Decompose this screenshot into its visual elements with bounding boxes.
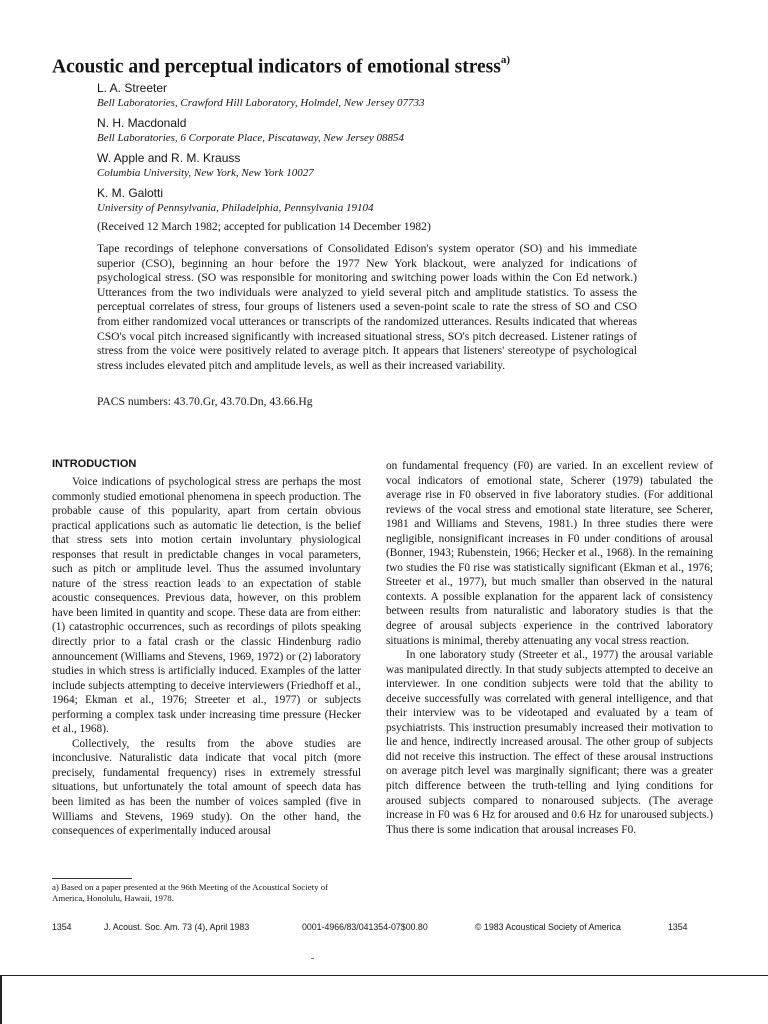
author-entry: [97, 186, 717, 215]
author-entry: [97, 81, 717, 110]
journal-citation: J. Acoust. Soc. Am. 73 (4), April 1983: [104, 922, 250, 932]
body-paragraph: In one laboratory study (Streeter et al., 1977) the arousal variable was manipulated directly. In that study subjects attempted to deceive an interviewer. In one condition subjects were told that the ability to deceive successfully was correlated with general intelligence, and that their interview was to be videotaped and evaluated by a team of psychiatrists. This instruction presumably increased their motivation to lie and hence, indirectly increased arousal. The other group of subjects did not receive this instruction. The effect of these arousal instructions on average pitch level was marginally significant; there was a greater pitch difference between the truth-telling and lying conditions for aroused subjects compared to nonaroused subjects. (The average increase in F0 was 6 Hz for aroused and 0.6 Hz for unaroused subjects.) Thus there is some indication that arousal increases F0.: [386, 649, 713, 836]
left-column: [52, 475, 361, 839]
author-name: L. A. Streeter: [97, 81, 168, 95]
footnote: a) Based on a paper presented at the 96th Meeting of the Acoustical Society of America, Honolulu, Hawaii, 1978.: [52, 882, 329, 903]
page-footer: [0, 922, 768, 936]
title-text: Acoustic and perceptual indicators of emotional stress: [52, 56, 501, 78]
author-name: N. H. Macdonald: [97, 116, 187, 130]
article-code: 0001-4966/83/041354-07$00.80: [302, 922, 428, 932]
scan-border-line: [0, 975, 768, 976]
body-paragraph: Collectively, the results from the above studies are inconclusive. Naturalistic data indicate that vocal pitch (more precisely, fundamental frequency) rises in extremely stressful situations, but unfortunately the total amount of speech data has been limited as has been the number of voices sampled (five in Williams and Stevens, 1969 study). On the other hand, the consequences of experimentally induced arousal: [52, 737, 361, 838]
pacs-numbers: PACS numbers: 43.70.Gr, 43.70.Dn, 43.66.Hg: [97, 395, 313, 408]
right-column: [386, 459, 713, 837]
copyright-notice: © 1983 Acoustical Society of America: [475, 922, 621, 932]
footnote-rule: [52, 878, 132, 879]
body-paragraph: on fundamental frequency (F0) are varied. In an excellent review of vocal indicators of emotional state, Scherer (1979) tabulated the average rise in F0 observed in five laboratory studies. (For additional reviews of the vocal stress and emotional state literature, see Scherer, 1981 and Williams and Stevens, 1981.) In three studies there were negligible, nonsignificant increases in F0 under conditions of arousal (Bonner, 1943; Rubenstein, 1966; Hecker et al., 1968). In the remaining two studies the F0 rise was statistically significant (Ekman et al., 1976; Streeter et al., 1977), but much smaller than observed in the natural contexts. A possible explanation for the apparent lack of consistency between results from naturalistic and laboratory studies is that the degree of arousal subjects experience in the contrived laboratory situations is minimal, thereby attenuating any vocal stress reaction.: [386, 460, 713, 647]
article-title: [52, 50, 732, 80]
abstract: Tape recordings of telephone conversations of Consolidated Edison's system operator (SO) and his immediate superior (CSO), beginning an hour before the 1977 New York blackout, were analyzed for indications of psychological stress. (SO was responsible for monitoring and switching power loads within the Con Ed network.) Utterances from the two individuals were analyzed to yield several pitch and amplitude statistics. To assess the perceptual correlates of stress, four groups of listeners used a seven-point scale to rate the stress of SO and CSO from either randomized vocal utterances or transcripts of the randomized utterances. Results indicated that whereas CSO's vocal pitch increased significantly with increased situational stress, SO's pitch decreased. Listener ratings of stress from the voice were positively related to average pitch. It appears that listeners' stereotype of psychological stress includes elevated pitch and amplitude levels, as well as their increased variability.: [97, 242, 637, 372]
received-dates: (Received 12 March 1982; accepted for publication 14 December 1982): [97, 220, 431, 233]
page-number-left: 1354: [52, 922, 72, 932]
author-name: K. M. Galotti: [97, 186, 164, 200]
author-affiliation: Bell Laboratories, Crawford Hill Laboratory, Holmdel, New Jersey 07733: [97, 97, 425, 109]
author-affiliation: Columbia University, New York, New York 10027: [97, 167, 314, 179]
page-number-right: 1354: [668, 922, 688, 932]
author-entry: [97, 151, 717, 180]
title-footnote-marker: a): [500, 54, 511, 66]
body-paragraph: Voice indications of psychological stress are perhaps the most commonly studied emotional phenomena in speech production. The probable cause of this popularity, apart from certain obvious practical applications such as automatic lie detection, is the belief that stress sets into motion certain involuntary physiological responses that result in predictable changes in vocal parameters, such as pitch or amplitude level. Thus the assumed involuntary nature of the stress reaction leads to an expectation of stable acoustic consequences. Previous data, however, on this problem have been limited in quantity and scope. These data are from either: (1) catastrophic occurrences, such as recordings of pilots speaking directly prior to a fatal crash or the classic Hindenburg radio announcement (Williams and Stevens, 1969, 1972) or (2) laboratory studies in which stress is artificially induced. Examples of the latter include subjects attempting to deceive interviewers (Friedhoff et al., 1964; Ekman et al., 1976; Streeter et al., 1977) or subjects performing a complex task under increasing time pressure (Hecker et al., 1968).: [52, 476, 361, 736]
scan-border-edge: [0, 975, 2, 1024]
scan-artifact: [311, 958, 314, 959]
author-entry: [97, 116, 717, 145]
author-name: W. Apple and R. M. Krauss: [97, 151, 241, 165]
author-affiliation: Bell Laboratories, 6 Corporate Place, Piscataway, New Jersey 08854: [97, 132, 405, 144]
author-affiliation: University of Pennsylvania, Philadelphia, Pennsylvania 19104: [97, 202, 374, 214]
section-heading: INTRODUCTION: [52, 458, 137, 470]
